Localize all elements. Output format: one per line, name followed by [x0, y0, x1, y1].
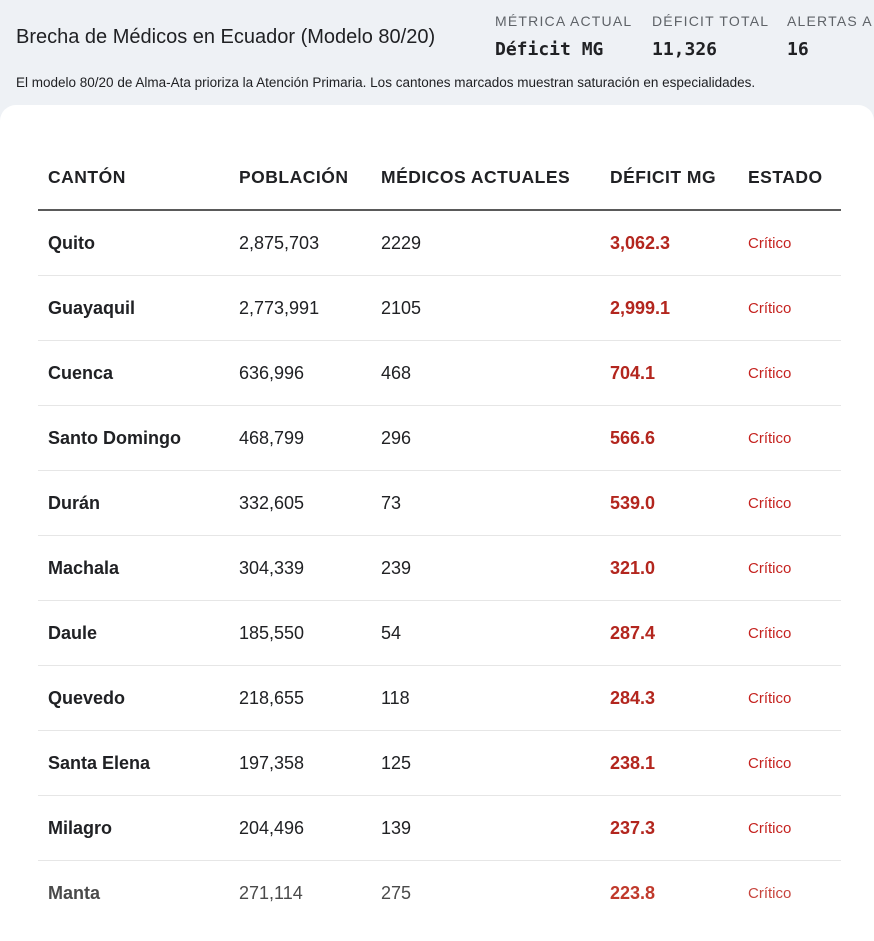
cell-poblacion: 271,114 [239, 882, 303, 903]
table-row[interactable] [38, 666, 841, 731]
column-header-estado[interactable]: ESTADO [738, 145, 841, 210]
cell-deficit: 704.1 [600, 341, 738, 406]
cell-canton: Quevedo [38, 666, 229, 731]
header [0, 0, 874, 105]
cell-medicos: 275 [381, 882, 412, 903]
cell-deficit: 2,999.1 [600, 276, 738, 341]
cell-canton: Machala [38, 536, 229, 601]
metric-alerts [787, 13, 873, 60]
cell-estado: Crítico [738, 536, 841, 601]
cell-poblacion: 304,339 [229, 536, 371, 601]
table-row[interactable] [38, 471, 841, 536]
cell-estado: Crítico [748, 884, 792, 902]
cell-estado: Crítico [738, 471, 841, 536]
table-card [0, 105, 874, 941]
cell-deficit: 566.6 [600, 406, 738, 471]
metric-alerts-label: ALERTAS A [787, 13, 873, 29]
deficit-table [38, 145, 841, 925]
cell-estado: Crítico [738, 276, 841, 341]
cell-medicos: 139 [371, 796, 600, 861]
cell-deficit: 238.1 [600, 731, 738, 796]
column-header-poblacion[interactable]: POBLACIÓN [229, 145, 371, 210]
cell-medicos: 125 [371, 731, 600, 796]
column-header-canton[interactable]: CANTÓN [38, 145, 229, 210]
cell-poblacion: 204,496 [229, 796, 371, 861]
cell-estado: Crítico [738, 731, 841, 796]
cell-poblacion: 218,655 [229, 666, 371, 731]
cell-canton: Santa Elena [38, 731, 229, 796]
metric-current-label: MÉTRICA ACTUAL [495, 13, 633, 29]
cell-canton: Quito [38, 210, 229, 276]
cell-estado: Crítico [738, 210, 841, 276]
cell-poblacion: 185,550 [229, 601, 371, 666]
cell-medicos: 468 [371, 341, 600, 406]
table-row[interactable] [38, 276, 841, 341]
metric-alerts-value: 16 [787, 39, 809, 60]
cell-canton: Cuenca [38, 341, 229, 406]
cell-canton: Guayaquil [38, 276, 229, 341]
cell-deficit: 237.3 [600, 796, 738, 861]
metric-current [495, 13, 632, 60]
cell-medicos: 73 [371, 471, 600, 536]
metric-total-deficit [652, 13, 769, 60]
cell-estado: Crítico [738, 341, 841, 406]
column-header-deficit[interactable]: DÉFICIT MG [600, 145, 738, 210]
cell-canton: Daule [38, 601, 229, 666]
cell-poblacion: 2,773,991 [229, 276, 371, 341]
page-title: Brecha de Médicos en Ecuador (Modelo 80/20) [16, 26, 436, 48]
cell-medicos: 118 [371, 666, 600, 731]
metric-total-deficit-value: 11,326 [652, 39, 718, 60]
cell-medicos: 2229 [371, 210, 600, 276]
cell-medicos: 2105 [371, 276, 600, 341]
cell-medicos: 296 [371, 406, 600, 471]
cell-estado: Crítico [738, 406, 841, 471]
table-row[interactable] [38, 796, 841, 861]
cell-poblacion: 636,996 [229, 341, 371, 406]
cell-poblacion: 197,358 [229, 731, 371, 796]
table-row[interactable] [38, 861, 841, 926]
metric-current-value: Déficit MG [495, 39, 604, 60]
page-subtitle: El modelo 80/20 de Alma-Ata prioriza la Atención Primaria. Los cantones marcados muestran saturación en especialidades. [16, 75, 756, 90]
column-header-medicos[interactable]: MÉDICOS ACTUALES [371, 145, 600, 210]
cell-estado: Crítico [738, 666, 841, 731]
metric-total-deficit-label: DÉFICIT TOTAL [652, 13, 770, 29]
table-row[interactable] [38, 601, 841, 666]
table-row[interactable] [38, 341, 841, 406]
cell-canton: Durán [38, 471, 229, 536]
table-row[interactable] [38, 536, 841, 601]
cell-poblacion: 468,799 [229, 406, 371, 471]
cell-canton: Milagro [38, 796, 229, 861]
cell-estado: Crítico [738, 601, 841, 666]
table-row[interactable] [38, 406, 841, 471]
cell-deficit: 3,062.3 [600, 210, 738, 276]
cell-canton: Manta [48, 882, 101, 903]
table-header-row [38, 145, 841, 210]
cell-medicos: 239 [371, 536, 600, 601]
cell-deficit: 223.8 [610, 882, 656, 903]
cell-poblacion: 332,605 [229, 471, 371, 536]
cell-deficit: 539.0 [600, 471, 738, 536]
cell-canton: Santo Domingo [38, 406, 229, 471]
table-row[interactable] [38, 210, 841, 276]
cell-deficit: 321.0 [600, 536, 738, 601]
cell-poblacion: 2,875,703 [229, 210, 371, 276]
cell-deficit: 284.3 [600, 666, 738, 731]
cell-deficit: 287.4 [600, 601, 738, 666]
cell-medicos: 54 [371, 601, 600, 666]
table-row[interactable] [38, 731, 841, 796]
cell-estado: Crítico [738, 796, 841, 861]
